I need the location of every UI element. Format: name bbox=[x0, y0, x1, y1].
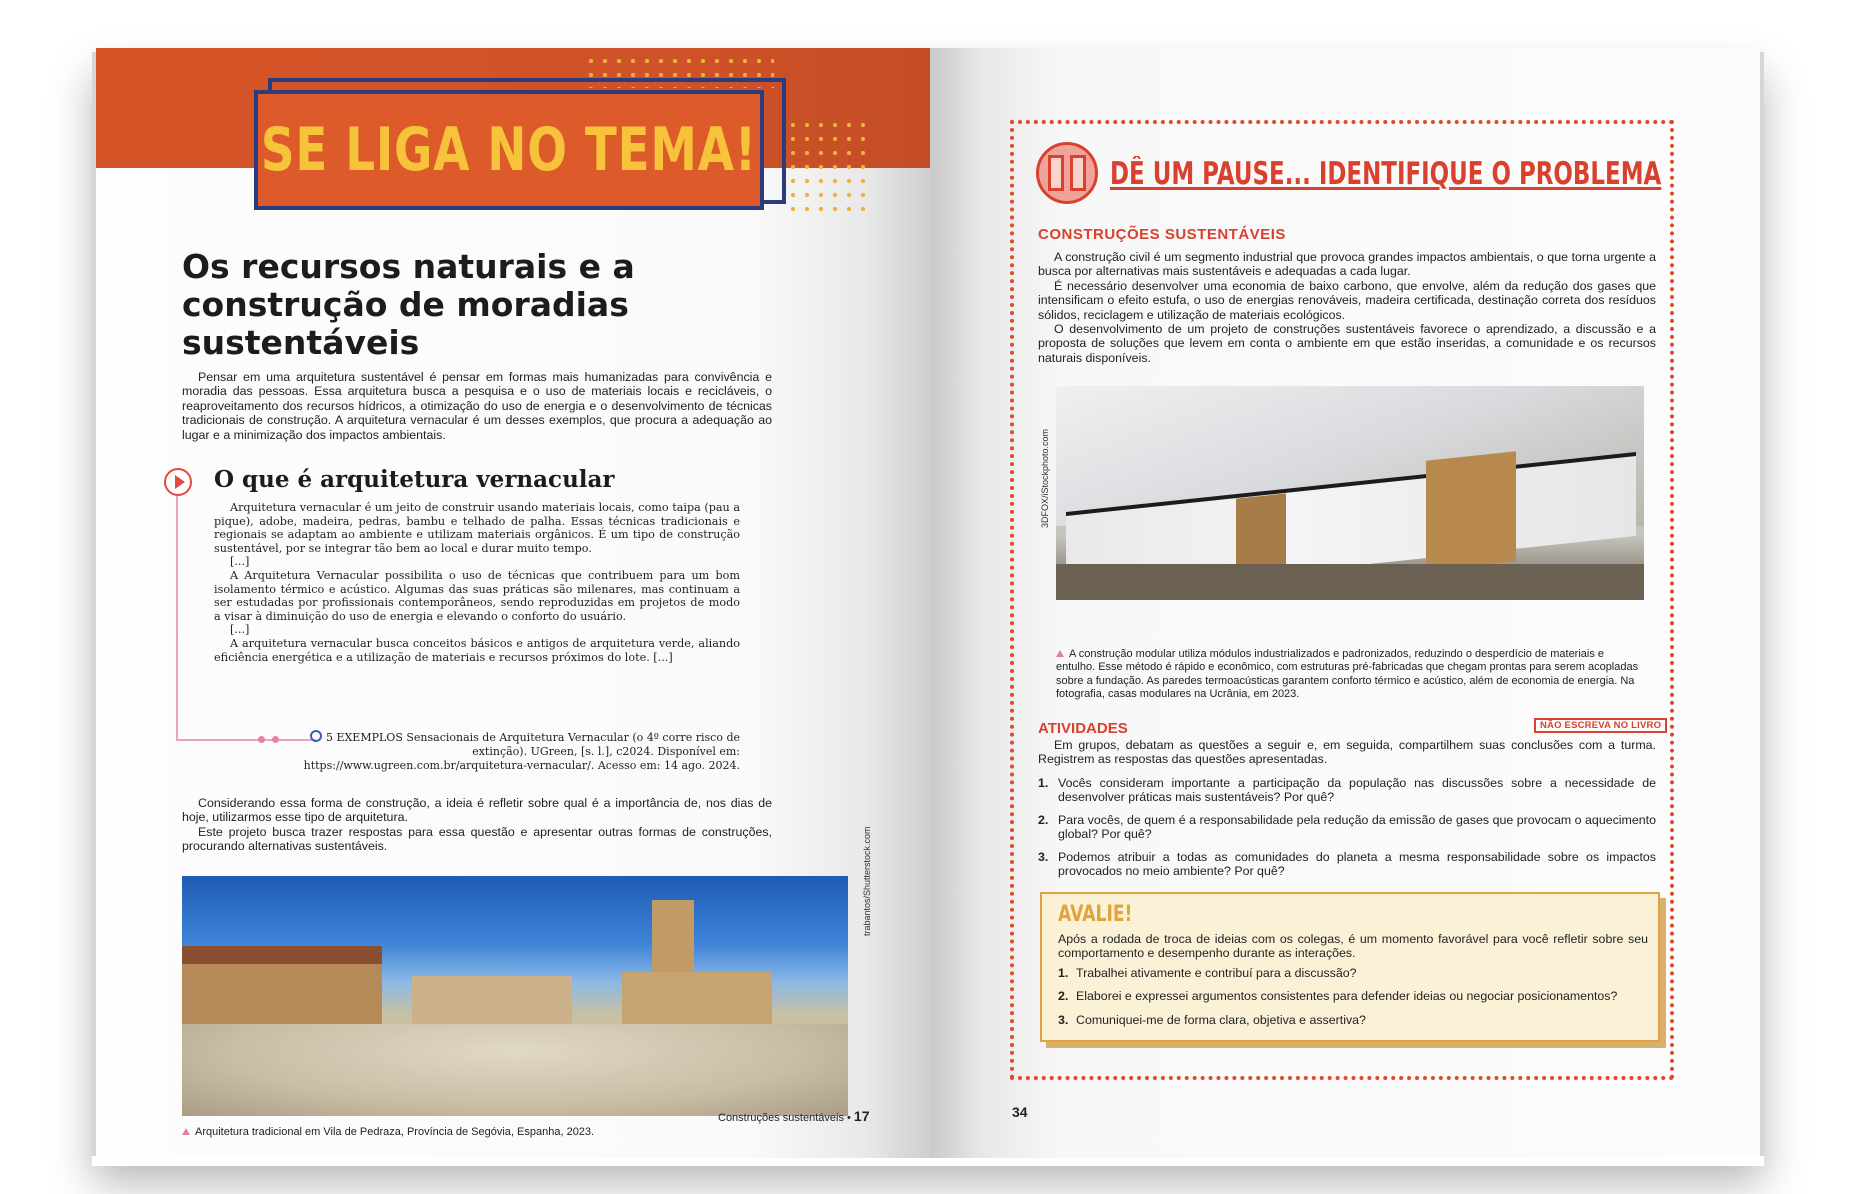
question-text: Para vocês, de quem é a responsabilidade pela redução da emissão de gases que provocam o aquecimento global? Por quê? bbox=[1058, 812, 1656, 842]
questions-list bbox=[1038, 776, 1656, 886]
caption-text: Arquitetura tradicional em Vila de Pedraza, Província de Segóvia, Espanha, 2023. bbox=[195, 1126, 595, 1138]
avalie-item bbox=[1058, 1013, 1648, 1027]
photo-wood-panel bbox=[1426, 451, 1516, 570]
reflection-paragraph: Considerando essa forma de construção, a ideia é refletir sobre qual é a importância de, nos dias de hoje, utilizarmos esse tipo de arquitetura. bbox=[182, 796, 772, 825]
decor-dot bbox=[258, 736, 265, 743]
photo-caption bbox=[1056, 648, 1642, 702]
photo-caption bbox=[182, 1126, 594, 1139]
activities-intro: Em grupos, debatam as questões a seguir e, em seguida, compartilhem suas conclusões com a turma. Registrem as respostas das questões apresentadas. bbox=[1038, 738, 1656, 767]
no-write-badge: NÃO ESCREVA NO LIVRO bbox=[1534, 718, 1667, 733]
left-page bbox=[96, 48, 930, 1158]
page-title: Os recursos naturais e a construção de moradias sustentáveis bbox=[182, 247, 635, 362]
avalie-title: AVALIE! bbox=[1058, 902, 1133, 927]
photo-credit: trabantos/Shutterstock.com bbox=[862, 826, 872, 936]
decor-dot bbox=[272, 736, 279, 743]
reflection-paragraph: Este projeto busca trazer respostas para essa questão e apresentar outras formas de construções, procurando alternativas sustentáveis. bbox=[182, 824, 772, 854]
avalie-item-text: Comuniquei-me de forma clara, objetiva e assertiva? bbox=[1076, 1012, 1366, 1027]
question-number: 1. bbox=[1038, 776, 1049, 790]
section-subtitle: O que é arquitetura vernacular bbox=[214, 466, 615, 493]
paragraph: A construção civil é um segmento industrial que provoca grandes impactos ambientais, o que torna urgente a busca por alternativas mais sustentáveis e adequadas a cada lugar. bbox=[1038, 250, 1656, 279]
section-text bbox=[1038, 250, 1656, 365]
quote-paragraph: Arquitetura vernacular é um jeito de construir usando materiais locais, como taipa (pau a pique), adobe, madeira, pedras, bambu e telhado de palha. Essas técnicas tradicionais e regionais se adaptam ao ambiente e utilizam materiais orgânicos. É um tipo de construção sustentável, por se integrar tão bem ao local e durar muito tempo. bbox=[214, 501, 740, 555]
folio bbox=[718, 1108, 870, 1124]
citation-icon bbox=[310, 730, 322, 742]
citation-text: 5 EXEMPLOS Sensacionais de Arquitetura Vernacular (o 4º corre risco de extinção). UGreen, [s. l.], c2024. Disponível em: https://www.ugreen.com.br/arquitetura-vernacular/. Acesso em: 14 ago. 2024. bbox=[303, 731, 740, 772]
caption-text: A construção modular utiliza módulos industrializados e padronizados, reduzindo o desperdício de materiais e entulho. Esse método é rápido e econômico, com estruturas pré-fabricadas que chegam prontas para serem acopladas sobre a fundação. As paredes termoacústicas garantem conforto térmico e acústico, além de economia de energia. Na fotografia, casas modulares na Ucrânia, em 2023. bbox=[1056, 648, 1639, 701]
avalie-number: 3. bbox=[1058, 1012, 1069, 1027]
caption-marker-icon bbox=[1056, 650, 1064, 657]
avalie-item-text: Elaborei e expressei argumentos consistentes para defender ideias ou negociar posicionamentos? bbox=[1076, 989, 1618, 1004]
folio-number: 34 bbox=[1012, 1104, 1028, 1120]
section-banner bbox=[254, 90, 764, 210]
paragraph: O desenvolvimento de um projeto de construções sustentáveis favorece o aprendizado, a discussão e a proposta de soluções que levem em conta o ambiente em que estão inseridas, a comunidade e os recursos naturais disponíveis. bbox=[1038, 322, 1656, 365]
avalie-item bbox=[1058, 966, 1648, 980]
quote-paragraph: A arquitetura vernacular busca conceitos básicos e antigos de arquitetura verde, aliando eficiência energética e a utilização de materiais e recursos próximos do lote. [...] bbox=[214, 636, 740, 664]
question-text: Podemos atribuir a todas as comunidades do planeta a mesma responsabilidade sobre os impactos provocados no meio ambiente? Por quê? bbox=[1058, 849, 1656, 879]
question-item bbox=[1038, 850, 1656, 879]
activities-title: ATIVIDADES bbox=[1038, 720, 1128, 737]
folio-number: 17 bbox=[853, 1108, 870, 1124]
avalie-number: 2. bbox=[1058, 989, 1069, 1004]
folio-label: Construções sustentáveis • bbox=[718, 1112, 851, 1124]
photo-ground bbox=[1056, 564, 1644, 600]
pause-icon bbox=[1036, 142, 1098, 204]
right-page bbox=[930, 48, 1760, 1158]
play-icon bbox=[164, 468, 192, 496]
question-item bbox=[1038, 813, 1656, 842]
avalie-text: Após a rodada de troca de ideias com os colegas, é um momento favorável para você refletir sobre seu comportamento e desempenho durante as interações. bbox=[1058, 932, 1648, 961]
quote-rule bbox=[176, 496, 178, 740]
caption-marker-icon bbox=[182, 1128, 190, 1135]
section-title: CONSTRUÇÕES SUSTENTÁVEIS bbox=[1038, 226, 1286, 243]
photo-pedraza bbox=[182, 876, 848, 1116]
avalie-box bbox=[1040, 892, 1660, 1042]
citation bbox=[284, 730, 740, 773]
quote-ellipsis: [...] bbox=[230, 555, 250, 569]
banner-title: SE LIGA NO TEMA! bbox=[261, 115, 757, 185]
avalie-number: 1. bbox=[1058, 966, 1069, 980]
photo-modular-houses bbox=[1056, 386, 1644, 600]
question-text: Vocês consideram importante a participação da população nas discussões sobre a necessidade de desenvolver práticas mais sustentáveis? Por quê? bbox=[1058, 776, 1656, 805]
decor-dots-side bbox=[786, 118, 866, 218]
avalie-item-text: Trabalhei ativamente e contribuí para a discussão? bbox=[1076, 966, 1357, 980]
question-number: 3. bbox=[1038, 849, 1049, 864]
question-number: 2. bbox=[1038, 812, 1049, 827]
photo-roof bbox=[182, 946, 382, 964]
intro-paragraph: Pensar em uma arquitetura sustentável é pensar em formas mais humanizadas para convivência e moradia das pessoas. Essa arquitetura busca a pesquisa e o uso de materiais locais e recicláveis, o reaproveitamento dos recursos hídricos, a otimização do uso de energia e o desenvolvimento de técnicas tradicionais de construção. A arquitetura vernacular é um desses exemplos, que procura a adequação ao lugar e a minimização dos impactos ambientais. bbox=[182, 370, 772, 442]
quote-block bbox=[214, 501, 740, 664]
pause-title: DÊ UM PAUSE... IDENTIFIQUE O PROBLEMA bbox=[1110, 156, 1662, 192]
quote-ellipsis: [...] bbox=[230, 623, 250, 637]
avalie-item bbox=[1058, 989, 1648, 1003]
reflection-block bbox=[182, 796, 772, 854]
photo-credit: 3DFOX/iStockphoto.com bbox=[1040, 428, 1050, 528]
avalie-list bbox=[1058, 966, 1648, 1036]
paragraph: É necessário desenvolver uma economia de baixo carbono, que envolve, além da redução dos gases que intensificam o efeito estufa, o uso de energias renováveis, madeira certificada, destinação correta dos resíduos sólidos, reciclagem e utilização de materiais ecológicos. bbox=[1038, 278, 1656, 322]
photo-plaza bbox=[182, 1024, 848, 1116]
question-item bbox=[1038, 776, 1656, 805]
quote-paragraph: A Arquitetura Vernacular possibilita o uso de técnicas que contribuem para um bom isolamento térmico e acústico. Algumas das suas práticas são milenares, mas continuam a ser estudadas por profissionais contemporâneos, sendo reproduzidas em projetos de modo a visar à diminuição do uso de energia e elevando o conforto do usuário. bbox=[214, 568, 740, 623]
